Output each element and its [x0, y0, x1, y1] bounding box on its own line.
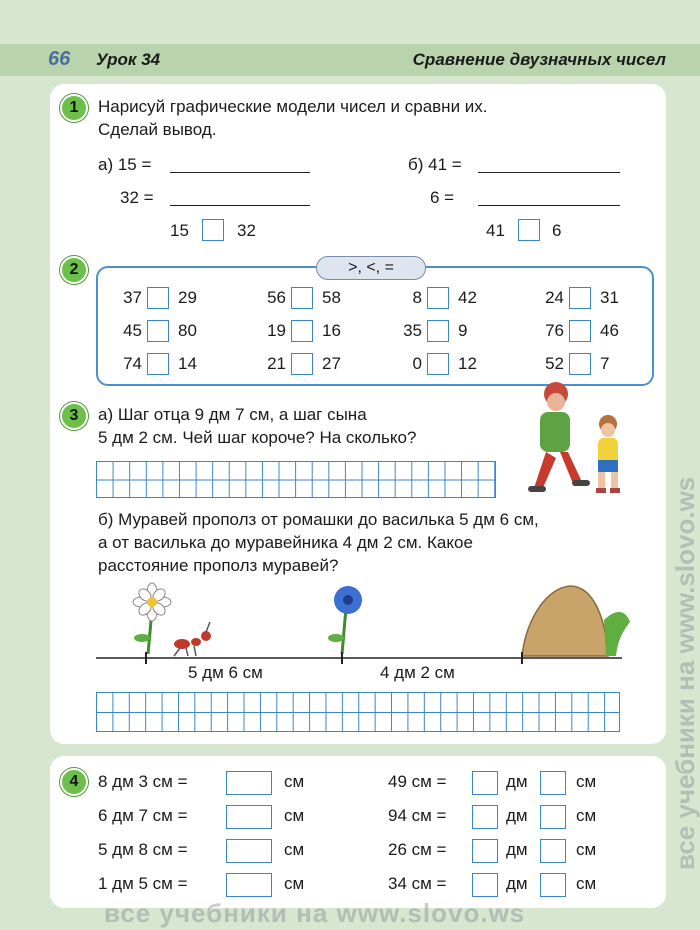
task1-b-compare-left: 41 — [486, 221, 505, 240]
answer-box-dm[interactable] — [472, 771, 498, 795]
unit-label-dm: дм — [506, 840, 528, 859]
answer-box[interactable] — [226, 873, 272, 897]
task3-b-line1: б) Муравей прополз от ромашки до василька 5 дм 6 см, — [98, 510, 539, 529]
answer-box[interactable] — [226, 839, 272, 863]
compare-right-number: 31 — [600, 288, 619, 307]
task4-badge: 4 — [60, 768, 88, 796]
task1-a-label: а) 15 = — [98, 155, 152, 174]
task2-signs-pill: >, <, = — [316, 256, 426, 280]
unit-label: см — [284, 772, 305, 791]
unit-label-cm: см — [576, 840, 597, 859]
page-number: 66 — [48, 48, 71, 70]
compare-sign-box[interactable] — [291, 287, 313, 309]
compare-right-number: 58 — [322, 288, 341, 307]
task1-b-second: 6 = — [430, 188, 455, 207]
conversion-expression: 49 см = — [388, 772, 447, 791]
topic-title: Сравнение двузначных чисел — [412, 50, 666, 69]
answer-box-cm[interactable] — [540, 839, 566, 863]
compare-right-number: 12 — [458, 354, 477, 373]
task2-badge: 2 — [60, 256, 88, 284]
segment1-label: 5 дм 6 см — [188, 663, 263, 682]
task1-instruction-line1: Нарисуй графические модели чисел и сравни их. — [98, 97, 488, 116]
task1-b-answer-line[interactable] — [478, 172, 620, 173]
compare-left-number: 35 — [403, 321, 422, 340]
compare-left-number: 37 — [123, 288, 142, 307]
compare-left-number: 76 — [545, 321, 564, 340]
task1-a-answer-line[interactable] — [170, 172, 310, 173]
unit-label: см — [284, 840, 305, 859]
task3-b-answer-grid[interactable] — [96, 692, 620, 732]
compare-right-number: 27 — [322, 354, 341, 373]
answer-box-dm[interactable] — [472, 873, 498, 897]
compare-sign-box[interactable] — [569, 287, 591, 309]
compare-right-number: 16 — [322, 321, 341, 340]
unit-label-dm: дм — [506, 874, 528, 893]
task1-badge: 1 — [60, 94, 88, 122]
answer-box-dm[interactable] — [472, 839, 498, 863]
unit-label-cm: см — [576, 874, 597, 893]
answer-box-dm[interactable] — [472, 805, 498, 829]
compare-left-number: 24 — [545, 288, 564, 307]
compare-left-number: 52 — [545, 354, 564, 373]
task1-instruction-line2: Сделай вывод. — [98, 120, 217, 139]
compare-left-number: 19 — [267, 321, 286, 340]
task1-b-label: б) 41 = — [408, 155, 462, 174]
task1-b-answer-line2[interactable] — [478, 205, 620, 206]
task3-a-line2: 5 дм 2 см. Чей шаг короче? На сколько? — [98, 428, 417, 447]
unit-label-dm: дм — [506, 772, 528, 791]
task1-a-compare-right: 32 — [237, 221, 256, 240]
segment2-label: 4 дм 2 см — [380, 663, 455, 682]
compare-right-number: 7 — [600, 354, 610, 373]
compare-sign-box[interactable] — [147, 287, 169, 309]
compare-sign-box[interactable] — [569, 353, 591, 375]
compare-sign-box[interactable] — [291, 353, 313, 375]
conversion-expression: 6 дм 7 см = — [98, 806, 188, 825]
compare-right-number: 9 — [458, 321, 468, 340]
compare-right-number: 42 — [458, 288, 477, 307]
compare-sign-box[interactable] — [427, 320, 449, 342]
compare-sign-box[interactable] — [427, 353, 449, 375]
task3-a-answer-grid[interactable] — [96, 461, 496, 498]
unit-label-cm: см — [576, 772, 597, 791]
conversion-expression: 26 см = — [388, 840, 447, 859]
compare-sign-box[interactable] — [291, 320, 313, 342]
compare-right-number: 46 — [600, 321, 619, 340]
conversion-expression: 34 см = — [388, 874, 447, 893]
answer-box-cm[interactable] — [540, 771, 566, 795]
unit-label-cm: см — [576, 806, 597, 825]
task3-b-line2: а от василька до муравейника 4 дм 2 см. Какое — [98, 533, 473, 552]
conversion-expression: 94 см = — [388, 806, 447, 825]
unit-label-dm: дм — [506, 806, 528, 825]
answer-box-cm[interactable] — [540, 805, 566, 829]
answer-box-cm[interactable] — [540, 873, 566, 897]
compare-left-number: 74 — [123, 354, 142, 373]
task1-b-compare-right: 6 — [552, 221, 562, 240]
compare-left-number: 56 — [267, 288, 286, 307]
lesson-title: Урок 34 — [96, 50, 161, 69]
compare-sign-box[interactable] — [147, 353, 169, 375]
father-son-illustration — [516, 376, 628, 500]
compare-sign-box[interactable] — [147, 320, 169, 342]
task3-badge: 3 — [60, 402, 88, 430]
conversion-expression: 8 дм 3 см = — [98, 772, 188, 791]
task1-a-compare-box[interactable] — [202, 219, 224, 241]
unit-label: см — [284, 874, 305, 893]
unit-label: см — [284, 806, 305, 825]
conversion-expression: 1 дм 5 см = — [98, 874, 188, 893]
compare-sign-box[interactable] — [569, 320, 591, 342]
task3-b-line3: расстояние прополз муравей? — [98, 556, 339, 575]
watermark-side: все учебники на www.slovo.ws — [670, 476, 700, 870]
compare-left-number: 45 — [123, 321, 142, 340]
watermark-bottom: все учебники на www.slovo.ws — [104, 898, 526, 928]
compare-sign-box[interactable] — [427, 287, 449, 309]
compare-left-number: 21 — [267, 354, 286, 373]
conversion-expression: 5 дм 8 см = — [98, 840, 188, 859]
compare-right-number: 29 — [178, 288, 197, 307]
answer-box[interactable] — [226, 805, 272, 829]
compare-left-number: 0 — [412, 354, 422, 373]
task1-b-compare-box[interactable] — [518, 219, 540, 241]
task3-a-line1: а) Шаг отца 9 дм 7 см, а шаг сына — [98, 405, 367, 424]
task1-a-compare-left: 15 — [170, 221, 189, 240]
task1-a-second: 32 = — [120, 188, 154, 207]
answer-box[interactable] — [226, 771, 272, 795]
task1-a-answer-line2[interactable] — [170, 205, 310, 206]
compare-right-number: 80 — [178, 321, 197, 340]
compare-right-number: 14 — [178, 354, 197, 373]
distance-illustration — [96, 580, 646, 686]
compare-left-number: 8 — [412, 288, 422, 307]
